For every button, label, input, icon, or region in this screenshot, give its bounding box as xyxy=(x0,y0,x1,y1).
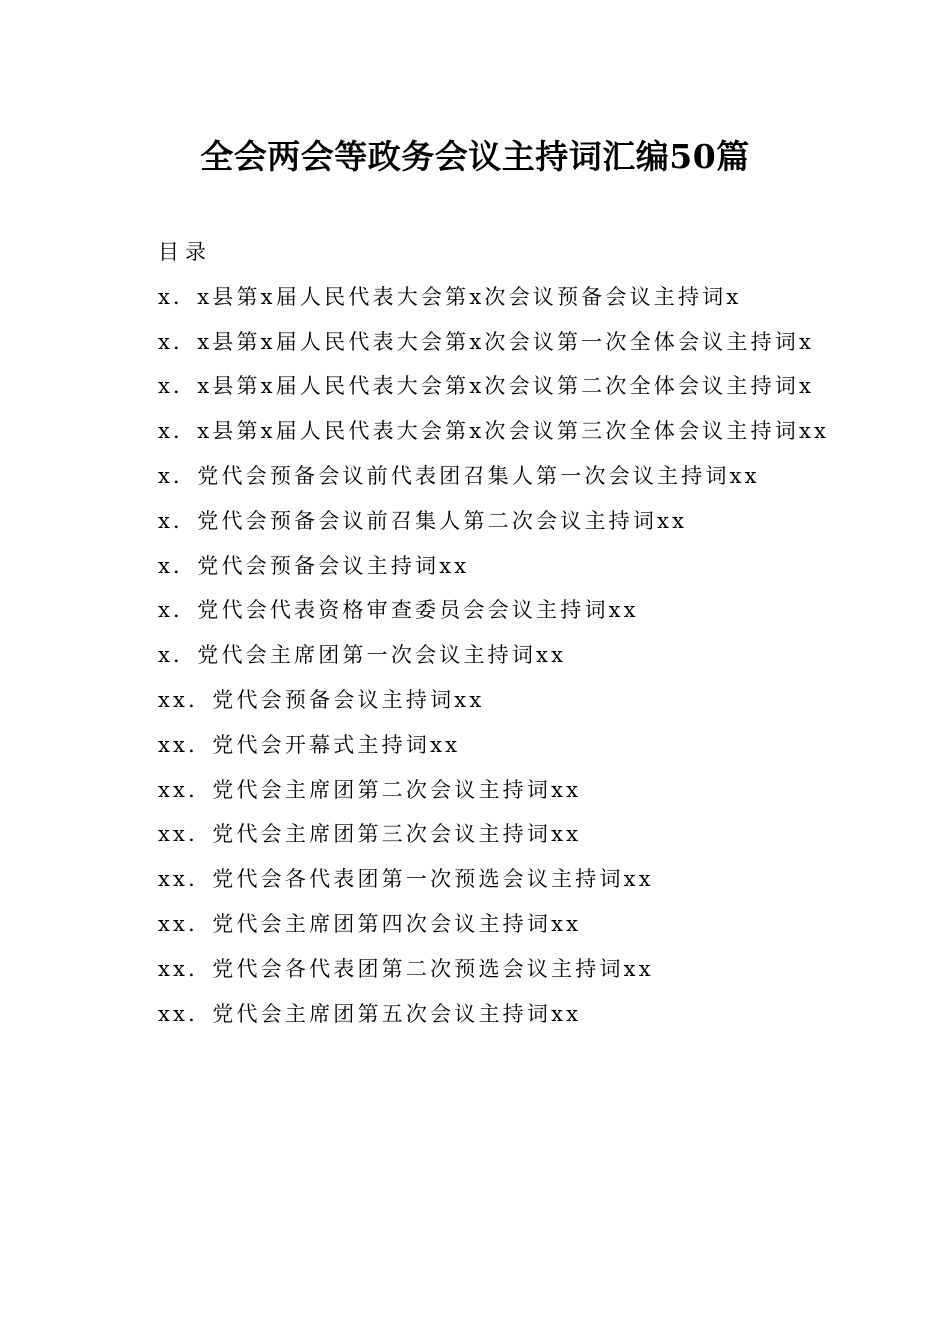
toc-item: x．党代会代表资格审查委员会会议主持词xx xyxy=(158,598,639,623)
toc-item: x．党代会预备会议前召集人第二次会议主持词xx xyxy=(158,508,688,533)
toc-item: x．x县第x届人民代表大会第x次会议第二次全体会议主持词x xyxy=(158,374,815,399)
document-title: 全会两会等政务会议主持词汇编50篇 xyxy=(200,137,750,176)
toc-item: xx．党代会各代表团第一次预选会议主持词xx xyxy=(158,867,654,892)
toc-item: xx．党代会各代表团第二次预选会议主持词xx xyxy=(158,956,654,981)
toc-item: x．党代会主席团第一次会议主持词xx xyxy=(158,643,567,668)
toc-item: xx．党代会主席团第四次会议主持词xx xyxy=(158,911,582,936)
toc-item: x．党代会预备会议前代表团召集人第一次会议主持词xx xyxy=(158,463,760,488)
toc-item: xx．党代会开幕式主持词xx xyxy=(158,732,461,757)
toc-item: x．x县第x届人民代表大会第x次会议第一次全体会议主持词x xyxy=(158,329,815,354)
toc-item: x．x县第x届人民代表大会第x次会议预备会议主持词x xyxy=(158,284,742,309)
toc-item: xx．党代会主席团第五次会议主持词xx xyxy=(158,1001,582,1026)
toc-item: x．x县第x届人民代表大会第x次会议第三次全体会议主持词xx xyxy=(158,419,830,444)
toc-item: xx．党代会预备会议主持词xx xyxy=(158,687,485,712)
toc-item: xx．党代会主席团第二次会议主持词xx xyxy=(158,777,582,802)
toc-item: x．党代会预备会议主持词xx xyxy=(158,553,470,578)
table-of-contents xyxy=(118,230,830,1036)
toc-heading: 目录 xyxy=(158,240,212,264)
toc-item: xx．党代会主席团第三次会议主持词xx xyxy=(158,822,582,847)
